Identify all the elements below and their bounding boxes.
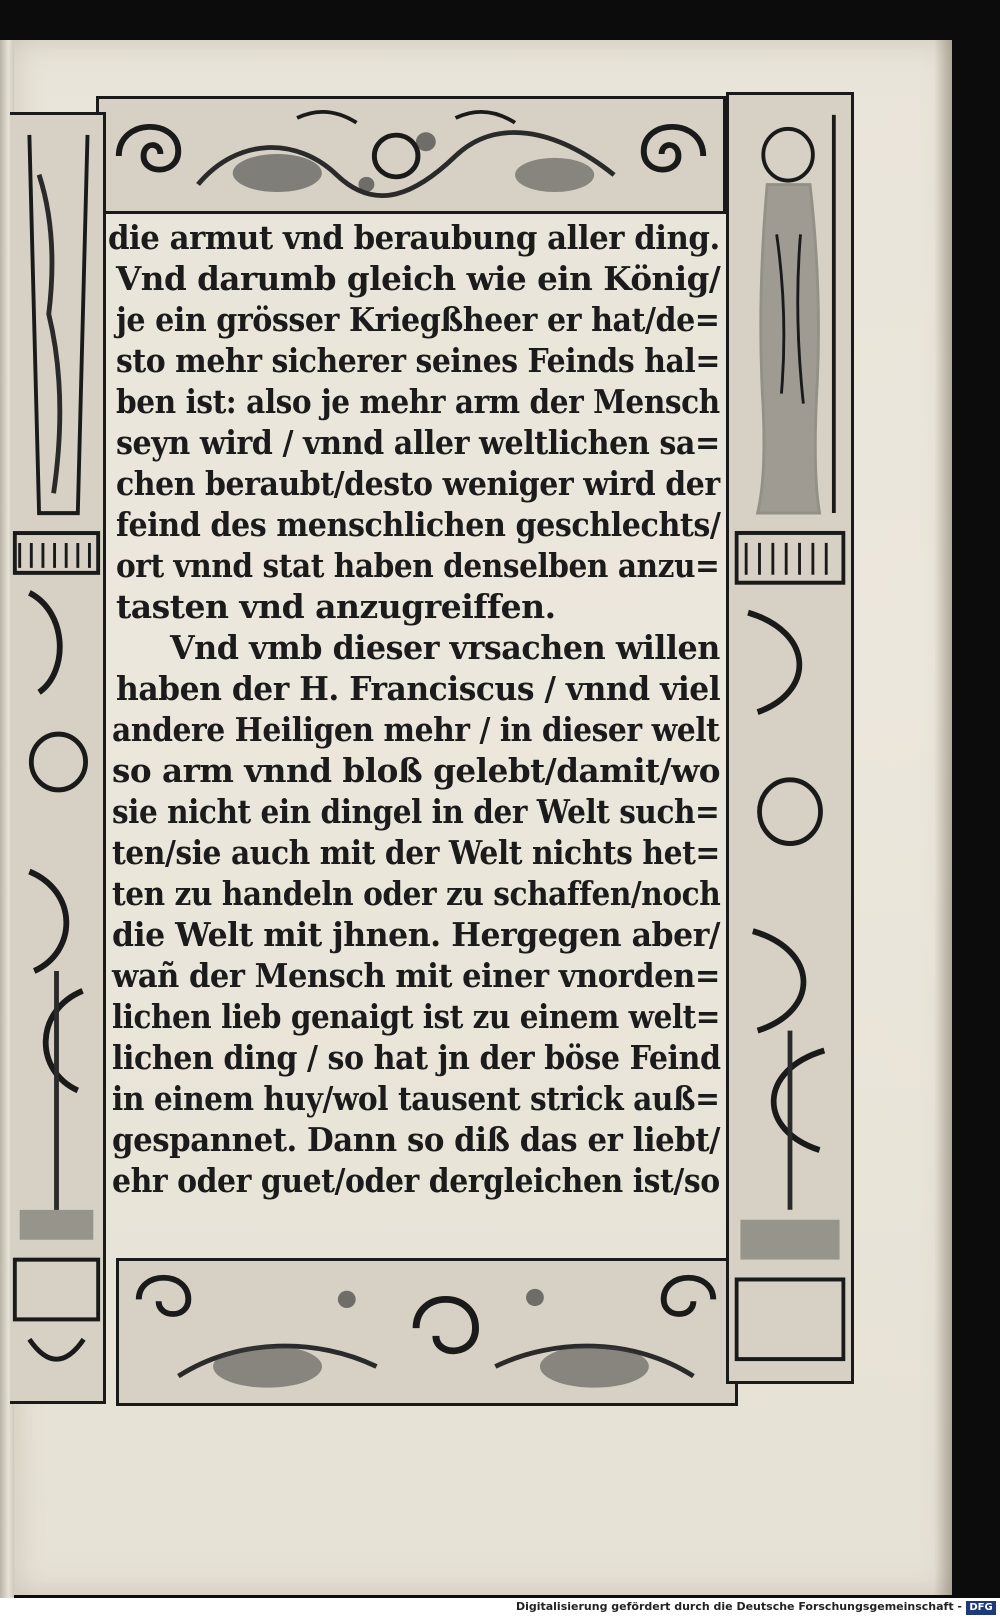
text-line: je ein grösser Kriegßheer er hat/de= [116, 300, 720, 339]
text-line: chen beraubt/desto weniger wird der [116, 464, 720, 503]
page-shadow [934, 40, 952, 1595]
text-line: ten/sie auch mit der Welt nichts het= [112, 833, 720, 872]
footer-credit: Digitalisierung gefördert durch die Deutsche Forschungsgemeinschaft - [515, 1600, 962, 1613]
text-line: in einem huy/wol tausent strick auß= [112, 1079, 720, 1118]
text-line: Vnd vmb dieser vrsachen willen [170, 628, 720, 667]
dfg-logo: DFG [966, 1601, 996, 1615]
top-ornament [96, 96, 726, 214]
text-line: haben der H. Franciscus / vnnd viel [116, 669, 721, 708]
text-line: sie nicht ein dingel in der Welt such= [112, 792, 720, 831]
text-line: ehr oder guet/oder dergleichen ist/so [112, 1161, 720, 1200]
right-ornament [726, 92, 854, 1384]
text-body [108, 218, 728, 1258]
text-line: so arm vnnd bloß gelebt/damit/wo [112, 751, 721, 790]
text-line: ten zu handeln oder zu schaffen/noch [112, 874, 721, 913]
text-line: gespannet. Dann so diß das er liebt/ [112, 1120, 720, 1159]
text-line: andere Heiligen mehr / in dieser welt [112, 710, 720, 749]
text-line: lichen ding / so hat jn der böse Feind [112, 1038, 721, 1077]
text-line: seyn wird / vnnd aller weltlichen sa= [116, 423, 720, 462]
left-ornament [10, 112, 106, 1404]
text-line: lichen lieb genaigt ist zu einem welt= [112, 997, 721, 1036]
text-line: ort vnnd stat haben denselben anzu= [116, 546, 720, 585]
text-line: sto mehr sicherer seines Feinds hal= [116, 341, 720, 380]
text-line: die Welt mit jhnen. Hergegen aber/ [112, 915, 720, 954]
text-line: tasten vnd anzugreiffen. [116, 587, 556, 626]
text-line: wañ der Mensch mit einer vnorden= [112, 956, 720, 995]
text-line: ben ist: also je mehr arm der Mensch [116, 382, 720, 421]
text-line: Vnd darumb gleich wie ein König/ [116, 259, 721, 298]
text-line: feind des menschlichen geschlechts/ [116, 505, 721, 544]
bottom-ornament [116, 1258, 738, 1406]
text-line: die armut vnd beraubung aller ding. [108, 218, 720, 257]
